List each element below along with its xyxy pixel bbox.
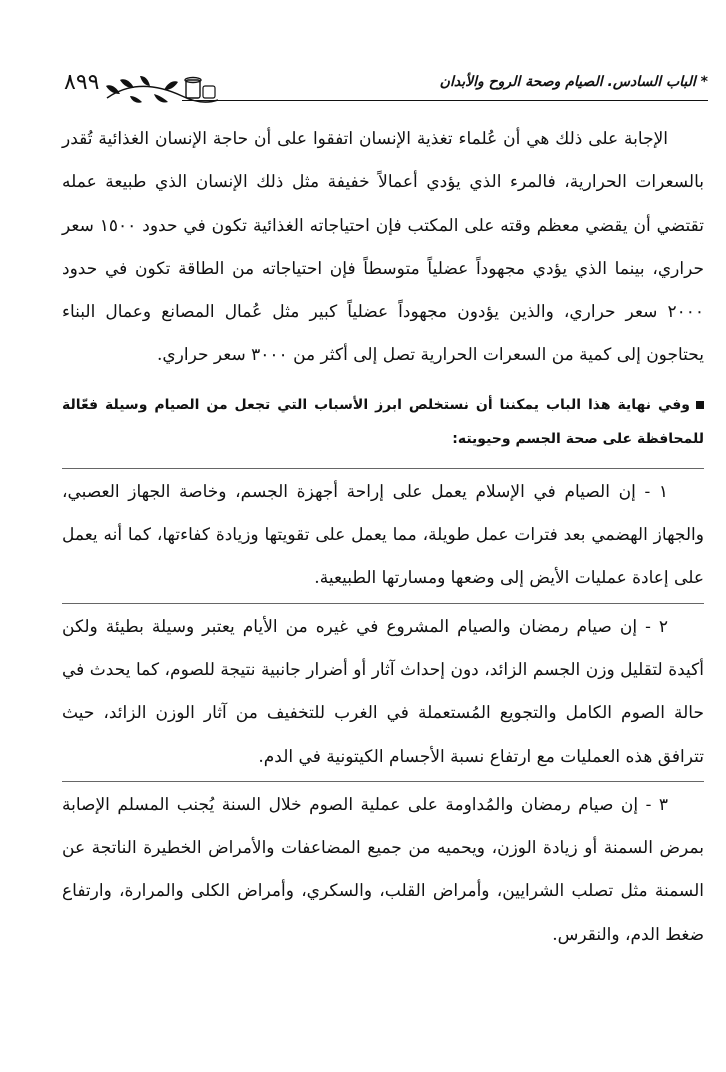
section-divider <box>62 468 704 469</box>
body-text <box>62 118 704 957</box>
running-title: * الباب السادس. الصيام وصحة الروح والأبدان <box>439 74 708 90</box>
square-bullet-icon <box>696 401 704 409</box>
page-header <box>62 72 708 112</box>
list-item-1: ١ - إن الصيام في الإسلام يعمل على إراحة أجهزة الجسم، وخاصة الجهاز العصبي، والجهاز الهضمي بعد فترات عمل طويلة، مما يعمل على تقويتها وزيادة كفاءتها، كما أنه يعمل على إعادة عمليات الأيض إلى وضعها ومسارتها الطبيعية. <box>62 481 704 589</box>
list-item-2: ٢ - إن صيام رمضان والصيام المشروع في غيره من الأيام يعتبر وسيلة بطيئة ولكن أكيدة لتقليل وزن الجسم الزائد، دون إحداث آثار أو أضرار جانبية نتيجة للصوم، كما يحدث في حالة الصوم الكامل والتجويع المُستعملة في الغرب للتخفيف من آثار الوزن الزائد، حيث تترافق هذه العمليات مع ارتفاع نسبة الأجسام الكيتونية في الدم. <box>62 616 705 767</box>
page-number: ٨٩٩ <box>64 70 100 95</box>
list-item-3: ٣ - إن صيام رمضان والمُداومة على عملية الصوم خلال السنة يُجنب المسلم الإصابة بمرض السمنة أو زيادة الوزن، ويحميه من جميع المضاعفات والأمراض الخطيرة الناتجة عن السمنة مثل تصلب الشرايين، وأمراض القلب، والسكري، وأمراض الكلى والمرارة، وارتفاع ضغط الدم، والنقرس. <box>62 794 704 945</box>
floral-ornament-icon <box>102 74 222 108</box>
paragraph-1: الإجابة على ذلك هي أن عُلماء تغذية الإنسان اتفقوا على أن حاجة الإنسان الغذائية تُقدر بالسعرات الحرارية، فالمرء الذي يؤدي أعمالاً خفيفة مثل ذلك الإنسان الذي طبيعة عمله تقتضي أن يقضي معظم وقته على المكتب فإن احتياجاته الغذائية تكون في حدود ١٥٠٠ سعر حراري، بينما الذي يؤدي مجهوداً عضلياً متوسطاً فإن احتياجاته من الطاقة تكون في حدود ٢٠٠٠ سعر حراري، والذين يؤدون مجهوداً عضلياً كبير مثل عُمال المصانع وعمال البناء يحتاجون إلى كمية من السعرات الحرارية تصل إلى أكثر من ٣٠٠٠ سعر حراري. <box>62 129 705 366</box>
section-divider <box>62 603 704 604</box>
section-divider <box>62 781 704 782</box>
bullet-intro-text: وفي نهاية هذا الباب يمكننا أن نستخلص ابرز الأسباب التي تجعل من الصيام وسيلة فعّالة للمحافظة على صحة الجسم وحيويته: <box>62 396 704 447</box>
bullet-intro <box>62 388 704 456</box>
header-rule <box>182 100 708 101</box>
